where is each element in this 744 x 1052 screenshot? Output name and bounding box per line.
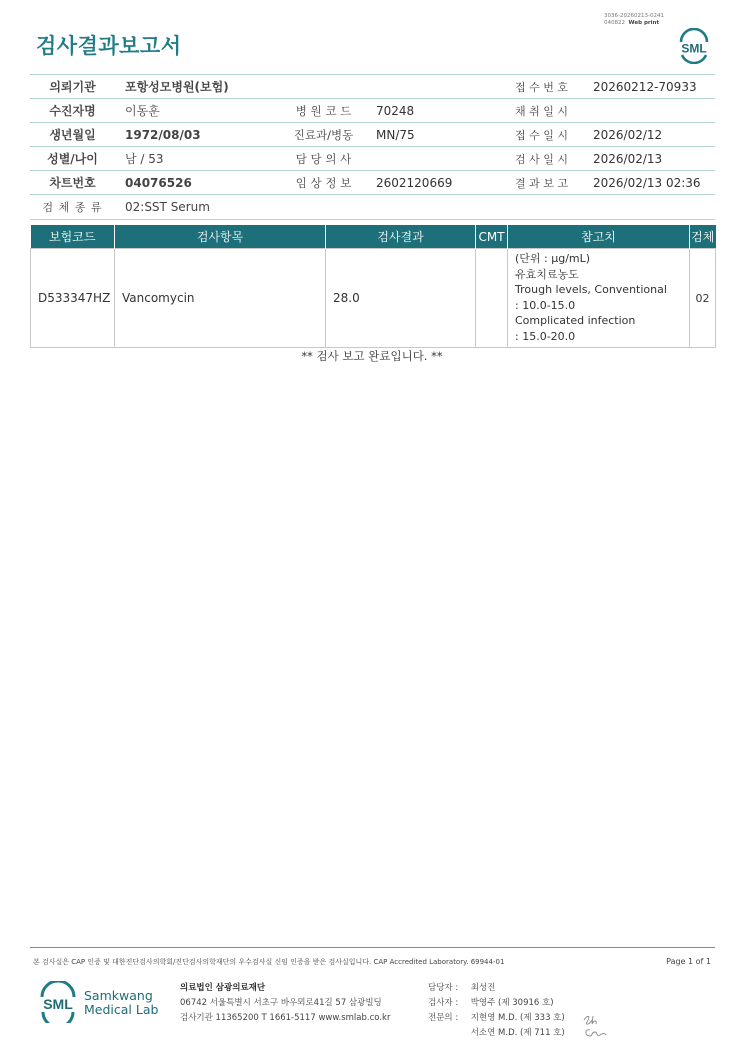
reference-line: : 10.0-15.0 xyxy=(515,298,576,312)
staff-value: 지현영 M.D. (제 333 호) xyxy=(470,1013,565,1023)
report-code-line2: 040822 Web print xyxy=(604,20,660,26)
staff-value: 서소연 M.D. (제 711 호) xyxy=(470,1028,565,1038)
footer-logo-text: SML xyxy=(43,996,73,1012)
web-print-tag: Web print xyxy=(628,20,660,26)
logo-text: SML xyxy=(681,41,707,56)
staff-label: 검사자 : xyxy=(428,998,459,1008)
info-label: 진료과/병동 xyxy=(293,127,354,142)
info-label: 성별/나이 xyxy=(47,152,98,166)
info-value xyxy=(583,99,715,122)
info-row xyxy=(30,99,715,123)
page-title: 검사결과보고서 xyxy=(36,34,182,58)
info-value: 70248 xyxy=(376,103,415,118)
info-value: 2026/02/12 xyxy=(593,127,663,142)
org-name: 의료법인 삼광의료재단 xyxy=(180,983,266,993)
info-value: MN/75 xyxy=(376,127,415,142)
reference-line: Trough levels, Conventional xyxy=(515,283,667,297)
test-result: 28.0 xyxy=(326,249,476,348)
info-row xyxy=(30,75,715,99)
reference-line: Complicated infection xyxy=(515,314,636,328)
staff-label: 담당자 : xyxy=(428,983,459,993)
result-header-row xyxy=(31,225,716,249)
insurance-code: D533347HZ xyxy=(31,249,115,348)
accreditation-text: 본 검사실은 CAP 인증 및 대한진단검사의학회/진단검사의학재단의 우수검사실 신임 인증을 받은 검사실입니다. CAP Accredited Laboratory. 69944-01 xyxy=(33,958,505,966)
specimen-value: 02:SST Serum xyxy=(125,200,210,214)
info-label: 담 당 의 사 xyxy=(295,151,352,166)
reference-line: 유효치료농도 xyxy=(515,267,579,281)
info-label: 임 상 정 보 xyxy=(295,175,352,190)
sml-logo-icon xyxy=(675,28,713,64)
specimen-code: 02 xyxy=(690,249,716,348)
brand-name xyxy=(84,989,158,1017)
reference-range xyxy=(508,249,690,348)
footer-divider xyxy=(30,947,715,948)
col-header: 참고치 xyxy=(508,225,690,249)
info-label: 생년월일 xyxy=(49,128,96,142)
organization-info xyxy=(180,981,390,1026)
info-label: 차트번호 xyxy=(49,176,96,190)
brand-line2: Medical Lab xyxy=(84,1002,159,1017)
info-label: 접 수 일 시 xyxy=(515,128,568,142)
org-contact: 검사기관 11365200 T 1661-5117 www.smlab.co.kr xyxy=(180,1013,391,1023)
org-address: 06742 서울특별시 서초구 바우뫼로41길 57 삼광빌딩 xyxy=(180,998,382,1008)
table-row xyxy=(31,249,716,348)
info-value: 04076526 xyxy=(125,175,192,190)
staff-row xyxy=(428,1026,565,1041)
info-label: 접 수 번 호 xyxy=(515,80,568,94)
reference-line: (단위 : μg/mL) xyxy=(515,252,591,265)
staff-row xyxy=(428,1011,565,1026)
info-label: 검 사 일 시 xyxy=(515,152,568,166)
info-value: 남 / 53 xyxy=(125,152,164,166)
info-row-specimen xyxy=(30,195,715,220)
info-value: 1972/08/03 xyxy=(125,127,201,142)
info-row xyxy=(30,147,715,171)
col-header: 검체 xyxy=(690,225,716,249)
test-item: Vancomycin xyxy=(115,249,326,348)
page-number: Page 1 of 1 xyxy=(666,957,711,966)
brand-line1: Samkwang xyxy=(84,988,153,1003)
info-value: 이동훈 xyxy=(125,104,160,118)
col-header: 보험코드 xyxy=(31,225,115,249)
report-complete-note: ** 검사 보고 완료입니다. ** xyxy=(301,349,443,363)
col-header: 검사항목 xyxy=(115,225,326,249)
info-value: 20260212-70933 xyxy=(593,79,697,94)
info-value: 2602120669 xyxy=(376,175,453,190)
sml-footer-logo-icon xyxy=(36,981,80,1023)
staff-value: 최성진 xyxy=(470,983,496,993)
info-label: 병 원 코 드 xyxy=(295,103,352,118)
col-header: CMT xyxy=(476,225,508,249)
col-header: 검사결과 xyxy=(326,225,476,249)
info-row xyxy=(30,123,715,147)
info-value xyxy=(366,75,500,98)
info-row xyxy=(30,171,715,195)
patient-info-table xyxy=(30,74,715,220)
report-code-line1: 3036-20260213-0241 xyxy=(604,13,664,19)
info-label: 의뢰기관 xyxy=(49,80,96,94)
info-value: 2026/02/13 xyxy=(593,151,663,166)
info-value: 포항성모병원(보험) xyxy=(125,80,229,94)
info-label: 결 과 보 고 xyxy=(515,176,568,190)
staff-list xyxy=(428,981,565,1041)
staff-row xyxy=(428,996,565,1011)
info-value xyxy=(366,147,500,170)
staff-value: 박영주 (제 30916 호) xyxy=(470,998,554,1008)
result-table xyxy=(30,225,716,348)
staff-row xyxy=(428,981,565,996)
test-cmt xyxy=(476,249,508,348)
info-value: 2026/02/13 02:36 xyxy=(593,175,701,190)
staff-label: 전문의 : xyxy=(428,1013,459,1023)
signature-icon xyxy=(578,1010,608,1040)
report-code xyxy=(604,13,664,27)
reference-line: : 15.0-20.0 xyxy=(515,329,576,343)
info-label xyxy=(281,75,366,98)
info-label: 수진자명 xyxy=(49,104,96,118)
specimen-label: 검 체 종 류 xyxy=(42,201,103,214)
info-label: 채 취 일 시 xyxy=(515,104,568,118)
